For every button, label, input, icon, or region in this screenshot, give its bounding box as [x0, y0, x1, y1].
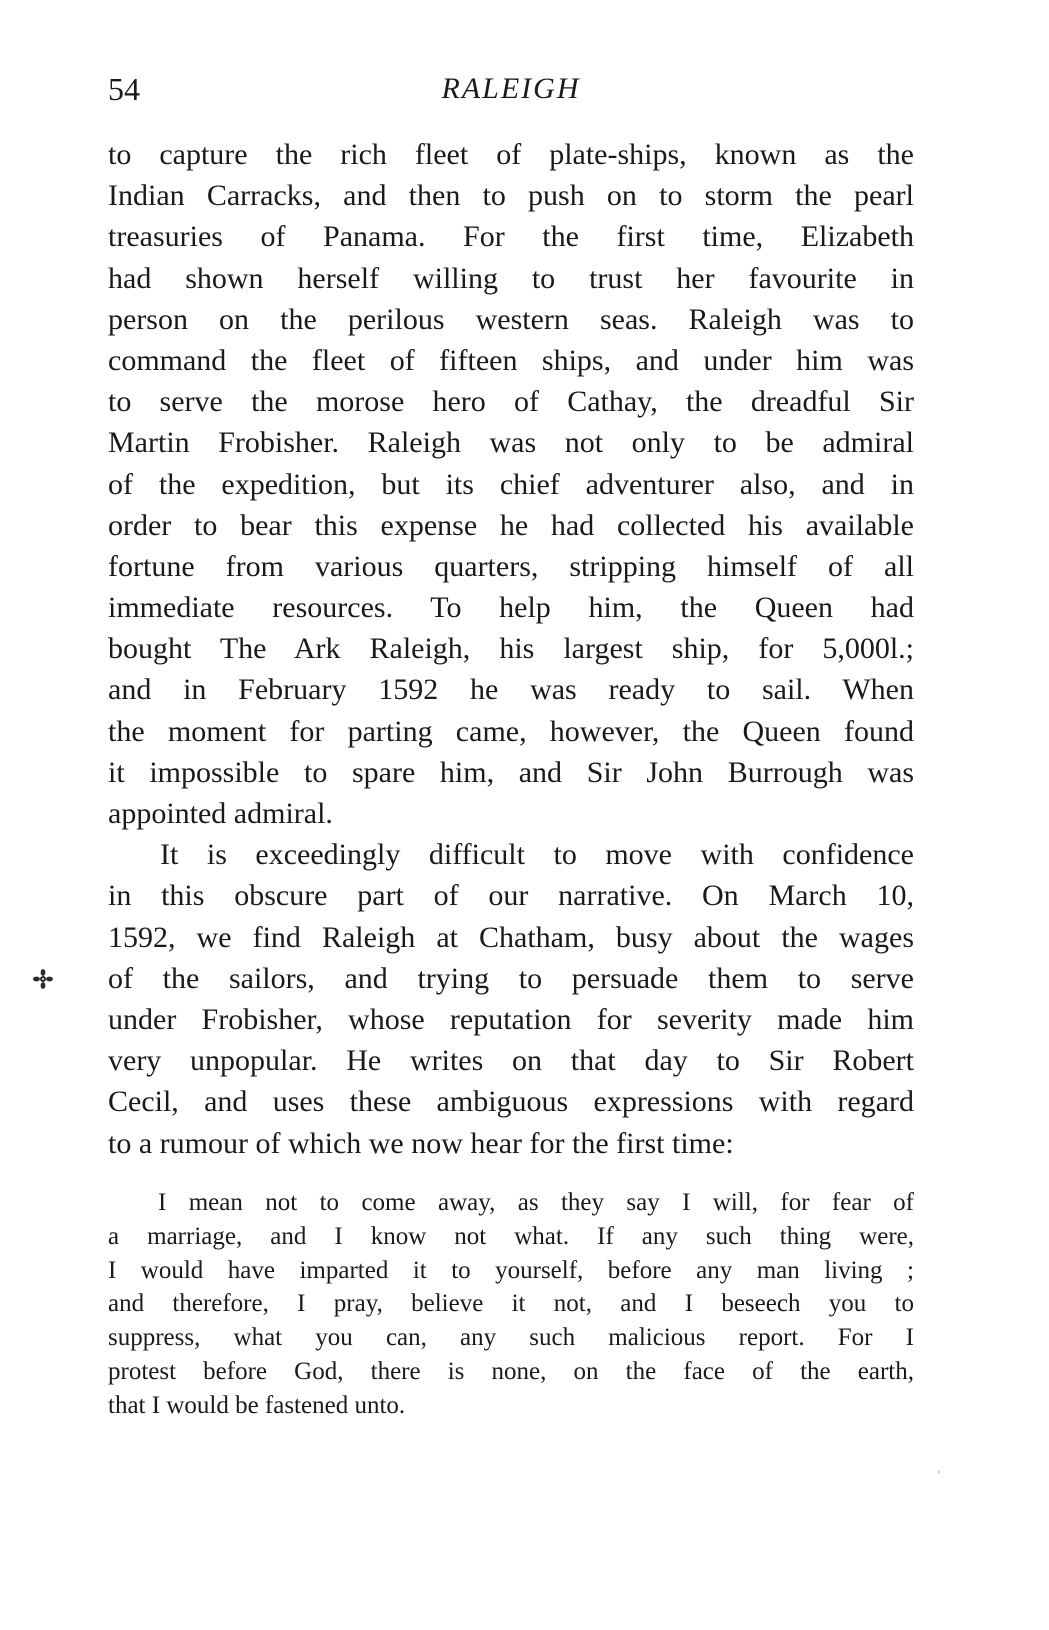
text-line: appointed admiral.: [108, 797, 333, 830]
text-line: command the fleet of fifteen ships, and under him was: [108, 343, 914, 377]
text-line: Martin Frobisher. Raleigh was not only to be admiral: [108, 426, 914, 460]
text-line: fortune from various quarters, stripping himself of all: [108, 549, 914, 583]
text-line: to a rumour of which we now hear for the first time:: [108, 1126, 734, 1160]
text-line: treasuries of Panama. For the first time, Elizabeth: [108, 220, 914, 254]
text-line: bought The Ark Raleigh, his largest ship, for 5,000l.;: [108, 632, 914, 666]
text-line: of the expedition, but its chief adventurer also, and in: [108, 467, 914, 501]
quote-line: I would have imparted it to yourself, before any man living ;: [108, 1256, 914, 1284]
text-line: Indian Carracks, and then to push on to storm the pearl: [108, 179, 914, 213]
page-header: [108, 66, 914, 112]
quote-line: that I would be fastened unto.: [108, 1391, 406, 1419]
text-line: 1592, we find Raleigh at Chatham, busy about the wages: [108, 920, 914, 954]
text-line: person on the perilous western seas. Raleigh was to: [108, 302, 914, 336]
quote-line: suppress, what you can, any such malicious report. For I: [108, 1324, 914, 1352]
text-line: order to bear this expense he had collected his available: [108, 508, 914, 542]
quote-line: I mean not to come away, as they say I will, for fear of: [158, 1189, 914, 1216]
text-line: of the sailors, and trying to persuade them to serve: [108, 961, 914, 995]
text-line: to serve the morose hero of Cathay, the dreadful Sir: [108, 385, 914, 419]
text-line: and in February 1592 he was ready to sail. When: [108, 673, 914, 707]
text-line: to capture the rich fleet of plate-ships, known as the: [108, 138, 914, 171]
text-line: the moment for parting came, however, the Queen found: [108, 714, 914, 748]
quote-line: and therefore, I pray, believe it not, and I beseech you to: [108, 1290, 914, 1318]
page-number: 54: [108, 71, 140, 107]
running-head: RALEIGH: [441, 72, 581, 105]
text-line: immediate resources. To help him, the Queen had: [108, 591, 914, 625]
block-quote: [108, 1186, 914, 1423]
text-line: It is exceedingly difficult to move with confidence: [160, 838, 914, 872]
text-line: under Frobisher, whose reputation for severity made him: [108, 1002, 914, 1036]
text-line: very unpopular. He writes on that day to Sir Robert: [108, 1044, 914, 1078]
text-line: in this obscure part of our narrative. On March 10,: [108, 879, 914, 913]
text-line: Cecil, and uses these ambiguous expressions with regard: [108, 1085, 914, 1119]
body-text: [108, 134, 914, 1164]
quote-line: a marriage, and I know not what. If any such thing were,: [108, 1222, 914, 1250]
paper-speck: [938, 1471, 940, 1473]
quote-line: protest before God, there is none, on the face of the earth,: [108, 1357, 914, 1385]
printer-ornament-icon: [32, 968, 54, 990]
text-line: had shown herself willing to trust her favourite in: [108, 261, 914, 295]
text-line: it impossible to spare him, and Sir John Burrough was: [108, 755, 914, 789]
